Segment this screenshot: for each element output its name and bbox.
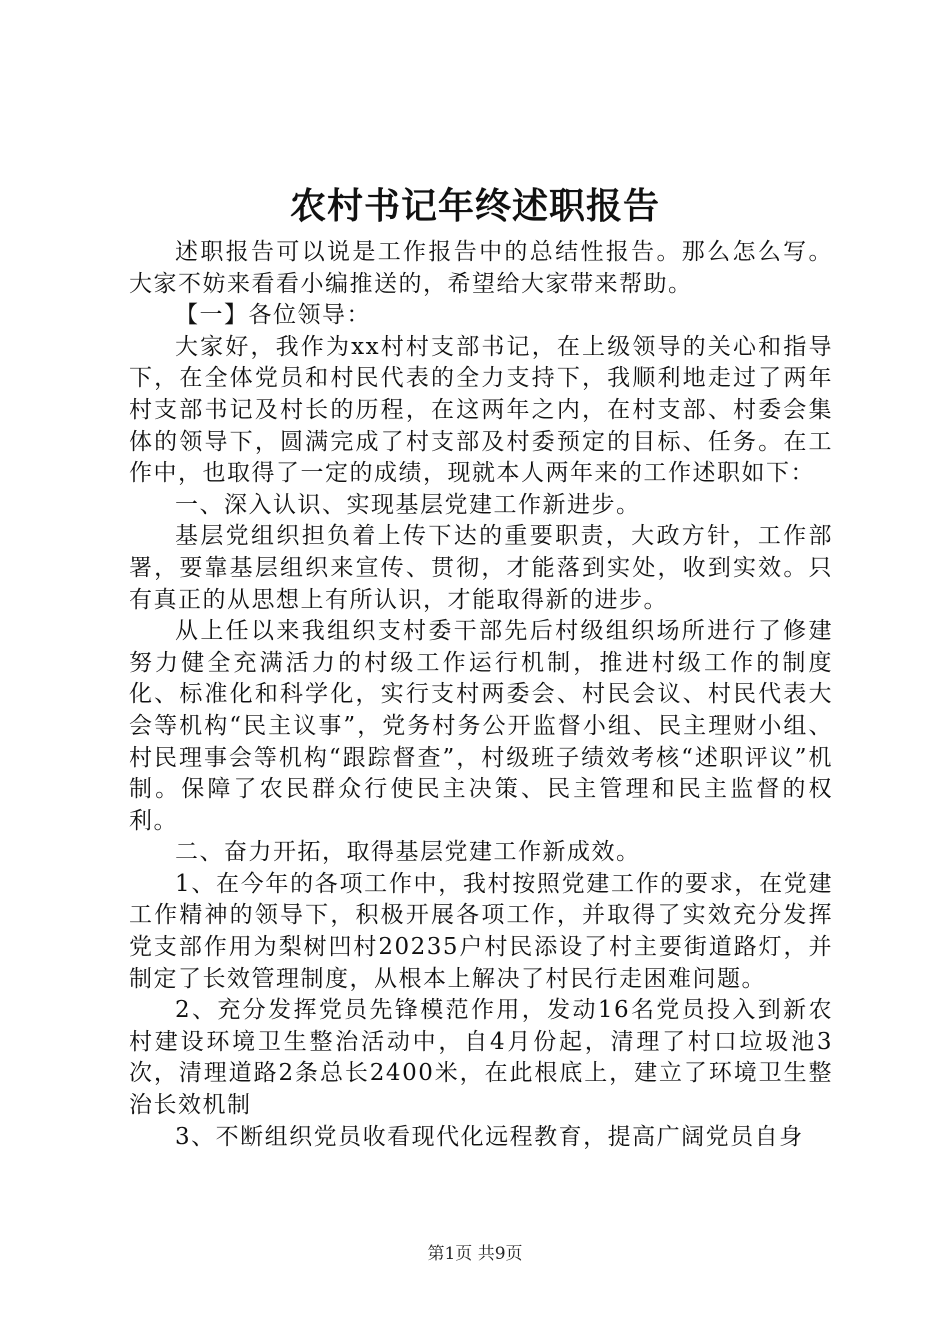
paragraph: 【一】各位领导： — [175, 302, 371, 329]
paragraph: 从上任以来我组织支村委干部先后村级组织场所进行了修建努力健全充满活力的村级工作运行机制，推进村级工作的制度化、标准化和科学化，实行支村两委会、村民会议、村民代表大会等机构“民主议事”，党务村务公开监督小组、民主理财小组、村民理事会等机构“跟踪督查”，村级班子绩效考核“述职评议”机制。保障了农民群众行使民主决策、民主管理和民主监督的权利。 — [129, 618, 833, 834]
document-body — [129, 237, 833, 1153]
document-title: 农村书记年终述职报告 — [289, 185, 660, 227]
section-heading: 二、奋力开拓，取得基层党建工作新成效。 — [175, 839, 641, 866]
paragraph: 大家好，我作为xx村村支部书记，在上级领导的关心和指导下，在全体党员和村民代表的全力支持下，我顺利地走过了两年村支部书记及村长的历程，在这两年之内，在村支部、村委会集体的领导下，圆满完成了村支部及村委预定的目标、任务。在工作中，也取得了一定的成绩，现就本人两年来的工作述职如下： — [129, 333, 833, 487]
paragraph: 3、不断组织党员收看现代化远程教育，提高广阔党员自身 — [175, 1123, 804, 1150]
paragraph: 2、充分发挥党员先锋模范作用，发动16名党员投入到新农村建设环境卫生整治活动中，自4月份起，清理了村口垃圾池3次，清理道路2条总长2400米，在此根底上，建立了环境卫生整治长效机制 — [129, 997, 833, 1119]
section-heading: 一、深入认识、实现基层党建工作新进步。 — [175, 491, 641, 518]
paragraph: 基层党组织担负着上传下达的重要职责，大政方针，工作部署，要靠基层组织来宣传、贯彻，才能落到实处，收到实效。只有真正的从思想上有所认识，才能取得新的进步。 — [129, 523, 833, 613]
paragraph: 1、在今年的各项工作中，我村按照党建工作的要求，在党建工作精神的领导下，积极开展各项工作，并取得了实效充分发挥党支部作用为梨树凹村20235户村民添设了村主要街道路灯，并制定了长效管理制度，从根本上解决了村民行走困难问题。 — [129, 870, 833, 992]
paragraph: 述职报告可以说是工作报告中的总结性报告。那么怎么写。大家不妨来看看小编推送的，希望给大家带来帮助。 — [129, 239, 833, 297]
page-number-footer: 第1页 共9页 — [427, 1244, 523, 1264]
